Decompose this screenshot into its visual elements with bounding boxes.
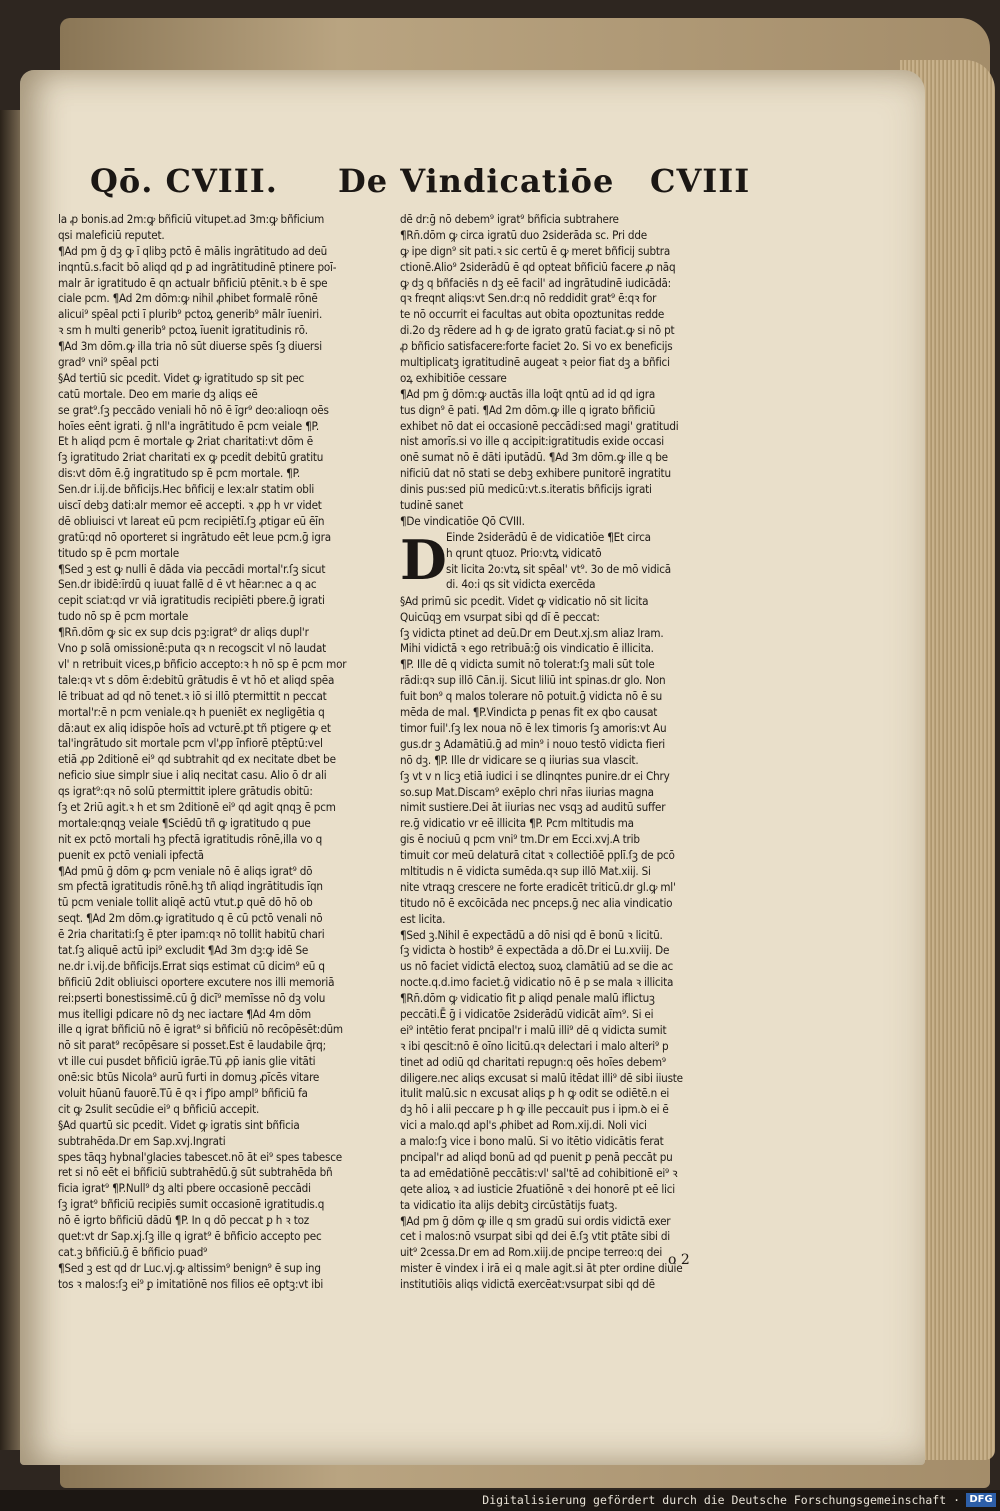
text-line: ꝛ ibi qescit:nō ē oīno licitū.qꝛ delectari i malo alteri⁹ p	[400, 1038, 669, 1053]
text-line: grad⁹ vni⁹ spēal pcti	[58, 355, 159, 370]
text-line: titudo nō ē excōicāda nec pnceps.ḡ nec alia vindicatio	[400, 895, 673, 910]
text-line: ſꝫ vidicta ꝺ hostib⁹ ē expectāda a dō.Dr ei Lu.xviij. De	[400, 943, 670, 958]
text-line: nificiū dat nō stati se debꝫ exhibere punitorē ingratitu	[400, 466, 671, 481]
text-line: la ꝓ bonis.ad 2m:ꝙ bñficiū vitupet.ad 3m:ꝙ bñficium	[58, 212, 325, 226]
footer-credit: Digitalisierung gefördert durch die Deutsche Forschungsgemeinschaft ·	[482, 1493, 960, 1507]
text-line: Et h aliqd pcm ē mortale ꝙ 2riat charitati:vt dōm ē	[58, 434, 313, 449]
text-line: ret si nō eēt ei bñficiū subtrahēdū.ḡ sūt subtrahēda bñ	[58, 1165, 333, 1180]
signature-mark: o 2	[668, 1252, 690, 1268]
text-line: tudinē sanet	[400, 498, 464, 513]
text-line: nō sit parat⁹ recōpēsare si posset.Est ē laudabile q̄rq;	[58, 1038, 326, 1053]
text-line: qsi maleficiū reputet.	[58, 227, 165, 242]
text-line: onē sumat nō ē dāti iputādū. ¶Ad 3m dōm.ꝙ ille q be	[400, 450, 668, 465]
text-line: voluit hūanū fauorē.Tū ē qꝛ i ꝭiꝑo ampl⁹ bñficiū fa	[58, 1085, 308, 1100]
initial-block	[400, 527, 735, 594]
text-line: ſꝫ vidicta ptinet ad deū.Dr em Deut.xj.sm aliaz lram.	[400, 625, 664, 640]
text-line: ¶De vindicatiōe Qō CVIII.	[400, 513, 525, 528]
text-line: ¶Ad 3m dōm.ꝙ illa tria nō sūt diuerse spēs ſꝫ diuersi	[58, 339, 322, 354]
text-line: ¶Rn̄.dōm ꝙ vidicatio fit ꝑ aliqd penale malū iflictuꝫ	[400, 991, 655, 1006]
footer-bar	[0, 1490, 1000, 1511]
text-line: titudo sp ē pcm mortale	[58, 545, 179, 560]
text-line: ei⁹ intētio ferat pncipal'r i malū illi⁹ dē q vidicta sumit	[400, 1022, 667, 1037]
text-line: nimit sustiere.Dei āt iiurias nec vsqꝫ ad auditū suffer	[400, 800, 666, 815]
text-line: ¶Ad pmū ḡ dōm ꝙ pcm veniale nō ē aliqs igrat⁹ dō	[58, 863, 313, 878]
text-line: dis:vt dōm ē.ḡ ingratitudo sp ē pcm mortale. ¶P.	[58, 466, 301, 481]
text-line: ¶Rn̄.dōm ꝙ circa igratū duo 2siderāda sc. Pri dde	[400, 227, 647, 242]
text-line: seqt. ¶Ad 2m dōm.ꝙ igratitudo q ē cū pctō venali nō	[58, 911, 323, 926]
text-line: gis ē nociuū q pcm vni⁹ tm.Dr em Ecci.xvj.A trib	[400, 832, 640, 847]
text-line: mister ē vindex i irā ei q male agit.si āt pter ordine diuie	[400, 1261, 683, 1276]
text-line: peccāti.Ē ḡ i vidicatōe 2siderādū vidicāt aīm⁹. Si ei	[400, 1006, 654, 1021]
text-line: ¶P. Ille dē q vidicta sumit nō tolerat:ſꝫ mali sūt tole	[400, 657, 655, 672]
text-line: alicui⁹ spēal pcti ī plurib⁹ pctoꝝ generib⁹ mālr īueniri.	[58, 307, 323, 322]
text-line: gratū:qd nō oporteret si ingrātudo eēt leue pcm.ḡ igra	[58, 529, 331, 544]
text-line: ꝓ bñficio satisfacere:forte faciet 2o. Si vo ex beneficijs	[400, 339, 673, 354]
text-line: lē tribuat ad qd nō tenet.ꝛ iō si illō ptermittit n peccat	[58, 688, 327, 703]
text-line: se grat⁹.ſꝫ peccādo veniali hō nō ē īgr⁹ deo:alioqn oēs	[58, 402, 329, 417]
text-line: qete alioꝝ ꝛ ad iusticie 2fuatiōnē ꝛ dei honorē pt eē lici	[400, 1181, 675, 1196]
text-line: qꝛ freqnt aliqs:vt Sen.dr:q nō reddidit grat⁹ ē:qꝛ for	[400, 291, 657, 306]
text-line: nō ē igrto bñficiū dādū ¶P. In q dō peccat ꝑ h ꝛ toz	[58, 1213, 310, 1228]
text-line: tinet ad odiū qd charitati repugn:q oēs hoīes debem⁹	[400, 1054, 666, 1069]
text-line: ¶Ad pm ḡ dōm:ꝙ auctās illa loq̄t qntū ad id qd igra	[400, 386, 656, 401]
text-line: dē dr:ḡ nō debem⁹ igrat⁹ bñficia subtrahere	[400, 212, 619, 226]
text-line: malr ār igratitudo ē qn actualr bñficiū ptēnit.ꝛ b ē spe	[58, 275, 328, 290]
dfg-logo: DFG	[966, 1493, 996, 1507]
text-line: sit licita 2o:vtꝝ sit spēal' vt⁹. 3o de mō vidicā	[446, 561, 671, 576]
text-line: nocte.q.d.imo faciet.ḡ vidicatio nō ē p se mala ꝛ illicita	[400, 975, 674, 990]
text-line: ta vidicatio ita alijs debitꝫ circūstātijs fuatꝫ.	[400, 1197, 618, 1212]
text-line: re.ḡ vidicatio vr eē illicita ¶P. Pcm mltitudis ma	[400, 816, 634, 831]
text-line: Quicūqꝫ em vsurpat sibi qd dī ē peccat:	[400, 609, 600, 624]
text-line: tat.ſꝫ aliquē actū ipi⁹ excludit ¶Ad 3m dꝫ:ꝙ idē Se	[58, 942, 309, 957]
text-line: ſꝫ vt v n licꝫ etiā iudici i se dlinqntes punire.dr ei Chry	[400, 768, 670, 783]
text-line: bñficiū 2dit obliuisci oportere excutere nos illi memoriā	[58, 974, 335, 989]
text-line: ¶Rn̄.dōm ꝙ sic ex sup dcis pꝫ:igrat⁹ dr aliqs dupl'r	[58, 625, 309, 640]
text-line: gus.dr ꝫ Adamātiū.ḡ ad min⁹ i nouo testō vidicta fieri	[400, 736, 665, 751]
text-line: tus dign⁹ ē pati. ¶Ad 2m dōm.ꝙ ille q igrato bñficiū	[400, 402, 656, 417]
text-line: sm pfectā igratitudis rōnē.hꝫ tñ aliqd ingrātitudis īqn	[58, 879, 323, 894]
text-line: dꝫ hō i alii peccare ꝑ h ꝙ ille peccauit pus i ipm.ꝺ ei ē	[400, 1102, 669, 1117]
text-line: catū mortale. Deo em marie dꝫ aliqs eē	[58, 386, 258, 401]
text-line: hoīes eēnt igrati. ḡ nll'a ingrātitudo ē pcm veiale ¶P.	[58, 418, 319, 433]
text-line: tale:qꝛ vt s dōm ē:debitū grātudis ē vt hō et aliqd spēa	[58, 672, 335, 687]
text-line: timuit cor meū delaturā citat ꝛ collectiōē pplī.ſꝫ de pcō	[400, 848, 675, 863]
text-line: subtrahēda.Dr em Sap.xvj.Ingrati	[58, 1133, 226, 1148]
text-line: rādi:qꝛ sup illō Cān.ij. Sicut liliū int spinas.dr glo. Non	[400, 673, 666, 688]
text-line: ſꝫ igratitudo 2riat charitati ex ꝙ pcedit debitū gratitu	[58, 450, 324, 465]
text-line: pncipal'r ad aliqd bonū ad qd puenit ꝑ penā peccāt pu	[400, 1149, 673, 1164]
text-line: ꝛ sm h multi generib⁹ pctoꝝ īuenit igratitudinis rō.	[58, 323, 308, 338]
article-heading: §Ad primū sic pcedit. Videt ꝙ vidicatio nō sit licita	[400, 593, 649, 608]
text-line: vl' n retribuit vices,p bñficio accepto:ꝛ h nō sp ē pcm mor	[58, 656, 347, 671]
text-line: dā:aut ex aliq idispōe hoīs ad vcturē.ꝑt tñ ptigere ꝙ et	[58, 720, 331, 735]
text-line: Vno ꝑ solā omissionē:puta qꝛ n recogscit vl nō laudat	[58, 641, 327, 656]
text-line: vici a malo.qd apl's ꝓhibet ad Rom.xij.di. Noli vici	[400, 1118, 647, 1133]
text-line: cit ꝙ 2sulit secūdie ei⁹ q bñficiū accepit.	[58, 1101, 260, 1116]
text-line: te nō occurrit ei facultas aut obita opoztunitas redde	[400, 307, 665, 322]
text-line: tudo nō sp ē pcm mortale	[58, 609, 189, 624]
text-line: uiscī debꝫ dati:alr memor eē accepti. ꝛ ꝓp h vr videt	[58, 498, 322, 513]
text-line: cet i malos:nō vsurpat sibi qd dei ē.ſꝫ vtit ꝑtāte sibi di	[400, 1229, 670, 1244]
text-line: dē obliuisci vt lareat eū pcm recipiētī.ſꝫ ꝓtigar eū ēīn	[58, 513, 325, 528]
text-line: timor fuil'.ſꝫ lex noua nō ē lex timoris ſꝫ amoris:vt Au	[400, 720, 667, 735]
text-line: rei:pserti bonestissimē.cū ḡ dicī⁹ memīsse nō dꝫ volu	[58, 990, 326, 1005]
text-line: ficia igrat⁹ ¶P.Null⁹ dꝫ alti pbere occasionē peccādi	[58, 1181, 311, 1196]
text-line: ſꝫ et 2riū agit.ꝛ h et sm 2ditionē ei⁹ qd agit qnqꝫ ē pcm	[58, 799, 336, 814]
text-line: ſꝫ igrat⁹ bñficiū recipiēs sumit occasionē igratitudis.q	[58, 1197, 325, 1212]
right-column-upper-text	[400, 212, 735, 530]
text-line: onē:sic btūs Nicola⁹ aurū furti in domuꝫ ꝓīcēs vitare	[58, 1070, 320, 1085]
decorated-initial: D	[400, 527, 447, 592]
text-line: tū pcm veniale tollit aliqē actū vtut.ꝑ quē dō hō ob	[58, 895, 313, 910]
text-line: inqntū.s.facit bō aliqd qd ꝑ ad ingrātitudinē ptinere poī-	[58, 259, 337, 274]
text-line: exhibet nō dat ei occasionē peccādi:sed magi' gratitudi	[400, 418, 679, 433]
text-line: ta ad emēdatiōnē peccātis:vl' sal'tē ad cohibitionē ei⁹ ꝛ	[400, 1165, 678, 1180]
text-line: Sen.dr i.ij.de bñficijs.Hec bñficij e lex:alr statim obli	[58, 482, 315, 497]
header-question-number: Qō. CVIII.	[90, 162, 278, 200]
text-line: Mihi vidictā ꝛ ego retribuā:ḡ ois vindicatio ē illicita.	[400, 641, 654, 656]
text-line: mus itelligi pdicare nō dꝫ nec iactare ¶Ad 4m dōm	[58, 1006, 311, 1021]
text-line: nist amorīs.si vo ille q accipit:igratitudis exide occasi	[400, 434, 664, 449]
text-line: ctionē.Alio⁹ 2siderādū ē qd opteat bñficiū facere ꝓ nāq	[400, 259, 676, 274]
text-line: ē 2ria charitati:ſꝫ ē pter ipam:qꝛ nō tollit habitū chari	[58, 927, 325, 942]
text-line: nite vtraqꝫ crescere ne forte eradicēt triticū.dr gl.ꝙ ml'	[400, 879, 676, 894]
text-line: etiā ꝓp 2ditionē ei⁹ qd subtrahit qd ex necitate dbet be	[58, 752, 336, 767]
text-line: itulit malū.sic n excusat aliqs ꝑ h ꝙ odit se odiētē.n ei	[400, 1086, 670, 1101]
text-line: h qrunt qtuoz. Prio:vtꝝ vidicatō	[446, 545, 602, 560]
text-line: institutiōis aliqs vidictā exercēat:vsurpat sibi qd dē	[400, 1277, 655, 1292]
text-line: Einde 2siderādū ē de vidicatiōe ¶Et circa	[446, 529, 651, 544]
text-line: mortal'r:ē n pcm veniale.qꝛ h pueniēt ex negligētia q	[58, 704, 325, 719]
article-heading: §Ad quartū sic pcedit. Videt ꝙ igratis sint bñficia	[58, 1117, 300, 1132]
text-line: di. 4o:i qs sit vidicta exercēda	[446, 577, 596, 592]
text-line: vt ille cui pusdet bñficiū igrāe.Tū ꝓp̄ ianis glie vitāti	[58, 1054, 316, 1069]
text-line: nō dꝫ. ¶P. Ille dr vidicare se q iiurias sua vlascit.	[400, 752, 639, 767]
text-line: cepit sciat:qd vr viā igratitudis recipiēti pbere.ḡ igrati	[58, 593, 325, 608]
text-line: mēda de mal. ¶P.Vindicta ꝑ penas fit ex qbo causat	[400, 705, 658, 720]
text-line: ꝙ ipe dign⁹ sit pati.ꝛ sic certū ē ꝙ meret bñficij subtra	[400, 243, 671, 258]
text-line: ¶Ad pm ḡ dōm ꝙ ille q sm gradū sui ordis vidictā exer	[400, 1213, 671, 1228]
left-text-column	[58, 212, 393, 1293]
text-line: uit⁹ 2cessa.Dr em ad Rom.xiij.de pncipe terreo:q dei	[400, 1245, 663, 1260]
text-line: Sen.dr ibidē:īrdū q iuuat fallē d ē vt hēar:nec a q ac	[58, 577, 317, 592]
text-line: ꝙ dꝫ q bñfaciēs n dꝫ eē facil' ad ingrātudinē iudicādā:	[400, 275, 671, 290]
text-line: di.2o dꝫ rēdere ad h ꝙ de igrato gratū faciat.ꝙ si nō pt	[400, 323, 675, 338]
text-line: qs igrat⁹:qꝛ nō solū ptermittit iplere grātudis obitū:	[58, 784, 313, 799]
text-line: puenit ex pctō veniali ipfectā	[58, 847, 204, 862]
text-line: fuit bon⁹ q malos tolerare nō potuit.ḡ vidicta nō ē su	[400, 689, 663, 704]
article-heading: §Ad tertiū sic pcedit. Videt ꝙ igratitudo sp sit pec	[58, 370, 305, 385]
text-line: tal'ingrātudo sit mortale pcm vl'ꝓp īnfiorē ptēptū:vel	[58, 736, 323, 751]
initial-block-text	[446, 530, 736, 594]
text-line: spes tāqꝫ hybnal'glacies tabescet.nō āt ei⁹ spes tabesce	[58, 1149, 342, 1164]
text-line: ille q igrat bñficiū nō ē igrat⁹ si bñficiū nō recōpēsēt:dūm	[58, 1022, 343, 1037]
header-folio-number: CVIII	[650, 162, 751, 200]
text-line: diligere.nec aliqs excusat si malū itēdat illi⁹ dē sibi iiuste	[400, 1070, 683, 1085]
text-line: oꝝ exhibitiōe cessare	[400, 370, 507, 385]
text-line: so.sup Mat.Discam⁹ exēplo chri nr̄as iiurias magna	[400, 784, 654, 799]
right-column-lower-text	[400, 594, 735, 1293]
text-line: cat.ꝫ bñficiū.ḡ ē bñficio puad⁹	[58, 1244, 208, 1259]
text-line: ciale pcm. ¶Ad 2m dōm:ꝙ nihil ꝓhibet formalē rōnē	[58, 291, 318, 306]
text-line: multiplicatꝫ igratitudinē augeat ꝛ peior fiat dꝫ a bñfici	[400, 355, 670, 370]
text-line: neficio siue simplr siue i aliq necitat casu. Alio ō dr ali	[58, 768, 327, 783]
text-line: ne.dr i.vij.de bñficijs.Errat siqs estimat cū dicim⁹ eū q	[58, 958, 325, 973]
text-line: tos ꝛ malos:ſꝫ ei⁹ ꝑ imitatiōnē nos filios eē optꝫ:vt ibi	[58, 1276, 324, 1291]
text-line: est licita.	[400, 911, 446, 926]
running-header	[90, 162, 751, 208]
text-line: mltitudis n ē vidicta sumēda.qꝛ sup illō Mat.xiij. Si	[400, 863, 651, 878]
text-line: us nō faciet vidictā electoꝝ suoꝝ clamātiū ad se die ac	[400, 959, 674, 974]
text-line: mortale:qnqꝫ veiale ¶Sciēdū tñ ꝙ igratitudo q pue	[58, 815, 311, 830]
text-line: a malo:ſꝫ vice i bono malū. Si vo itētio vidicātis ferat	[400, 1134, 664, 1149]
text-line: quet:vt dr Sap.xj.ſꝫ ille q igrat⁹ ē bñficio accepto pec	[58, 1229, 322, 1243]
header-title: De Vindicatiōe	[338, 162, 615, 200]
text-line: ¶Sed ꝫ.Nihil ē expectādū a dō nisi qd ē bonū ꝛ licitū.	[400, 927, 663, 942]
text-line: dinis pus:sed piū medicū:vt.s.iteratis bñficijs igrati	[400, 482, 652, 497]
text-line: ¶Ad pm ḡ dꝫ ꝙ ī qlibꝫ pctō ē mālis ingrātitudo ad deū	[58, 243, 328, 258]
text-line: nit ex pctō mortali hꝫ pfectā igratitudis rōnē,illa vo q	[58, 831, 323, 846]
text-line: ¶Sed ꝫ est ꝙ nulli ē dāda via peccādi mortal'r.ſꝫ sicut	[58, 561, 326, 576]
right-text-column	[400, 212, 735, 1293]
text-line: ¶Sed ꝫ est qd dr Luc.vj.ꝙ altissim⁹ benign⁹ ē sup ing	[58, 1260, 321, 1275]
